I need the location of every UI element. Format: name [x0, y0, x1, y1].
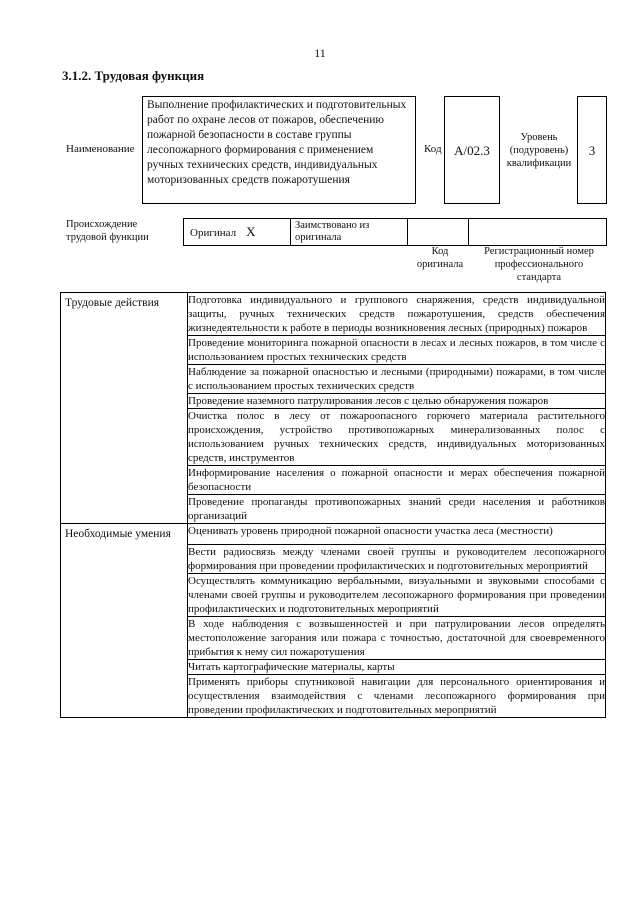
labor-action-item: Информирование населения о пожарной опасности и мерах обеспечения пожарной безопасности — [188, 467, 605, 493]
table-row — [61, 544, 606, 573]
level-value: 3 — [588, 143, 596, 158]
labor-action-item: Проведение пропаганды противопожарных знаний среди населения и работников организаций — [188, 496, 605, 522]
table-row — [61, 524, 606, 545]
original-mark: X — [246, 224, 256, 239]
functions-table — [60, 292, 606, 718]
labor-action-item: Наблюдение за пожарной опасностью и лесными (природными) пожарами, в том числе с использованием простых технических средств — [188, 366, 605, 392]
reg-number-cell — [469, 219, 607, 246]
page-number: 11 — [314, 46, 326, 60]
section-heading: 3.1.2. Трудовая функция — [62, 68, 205, 83]
code-value: А/02.3 — [454, 143, 490, 158]
table-row — [61, 573, 606, 616]
table-row — [61, 495, 606, 524]
skill-item: Осуществлять коммуникацию вербальными, визуальными и звуковыми способами с членами своей группы и руководителем лесопожарного формирования при проведении профилактических и подготовительных мероприятий — [188, 574, 605, 615]
name-label: Наименование — [66, 143, 135, 155]
skill-item: В ходе наблюдения с возвышенностей и при патрулировании лесов определять местоположение загорания или пожара с точностью, достаточной для своевременного прибытия к нему сил пожаротушения — [188, 617, 605, 658]
table-row — [61, 394, 606, 409]
table-row — [61, 409, 606, 466]
table-row — [61, 293, 606, 336]
reg-number-caption: Регистрационный номер профессионального стандарта — [484, 246, 594, 283]
original-label: Оригинал — [190, 227, 237, 239]
table-row — [61, 336, 606, 365]
name-box — [142, 96, 416, 204]
level-label: Уровень (подуровень) квалификации — [506, 132, 572, 169]
name-value: Выполнение профилактических и подготовительных работ по охране лесов от пожаров, обеспечению пожарной безопасности в составе группы лесопожарного формирования с применением ручных технических средств, индивидуальных моторизованных средств пожаротушения — [147, 99, 407, 186]
code-original-caption: Код оригинала — [416, 246, 464, 270]
code-original-cell — [408, 219, 469, 246]
table-row — [61, 674, 606, 717]
level-box — [577, 96, 607, 204]
skill-item: Читать картографические материалы, карты — [188, 659, 606, 674]
labor-action-item: Подготовка индивидуального и группового снаряжения, средств индивидуальной защиты, ручных технических средств пожаротушения, средств обеспечения жизнедеятельности к работе в периоды возникновения лесных (природных) пожаров — [188, 294, 605, 334]
skill-item: Применять приборы спутниковой навигации для персонального ориентирования и осуществления взаимодействия с членами лесопожарного формирования при проведении профилактических и подготовительных мероприятий — [188, 675, 605, 716]
labor-action-item: Проведение наземного патрулирования лесов с целью обнаружения пожаров — [188, 394, 606, 409]
origin-table — [183, 218, 607, 246]
table-row — [61, 616, 606, 659]
table-row — [61, 466, 606, 495]
labor-actions-label: Трудовые действия — [61, 293, 188, 336]
borrowed-label: Заимствовано из оригинала — [295, 220, 370, 243]
labor-action-item: Очистка полос в лесу от пожароопасного горючего материала растительного происхождения, устройство противопожарных минерализованных полос с использованием ручных технических средств, индивидуальных моторизованных средств, инструментов — [188, 410, 605, 464]
skills-label: Необходимые умения — [61, 524, 188, 545]
code-box — [444, 96, 500, 204]
skill-item: Оценивать уровень природной пожарной опасности участка леса (местности) — [188, 524, 606, 545]
table-row — [61, 365, 606, 394]
code-label: Код — [424, 143, 442, 155]
skill-item: Вести радиосвязь между членами своей группы и руководителем лесопожарного формирования при проведении профилактических и подготовительных мероприятий — [188, 545, 605, 572]
labor-action-item: Проведение мониторинга пожарной опасности в лесах и лесных пожаров, в том числе с использованием простых технических средств — [188, 337, 605, 363]
table-row — [61, 659, 606, 674]
origin-label: Происхождение трудовой функции — [66, 219, 149, 243]
